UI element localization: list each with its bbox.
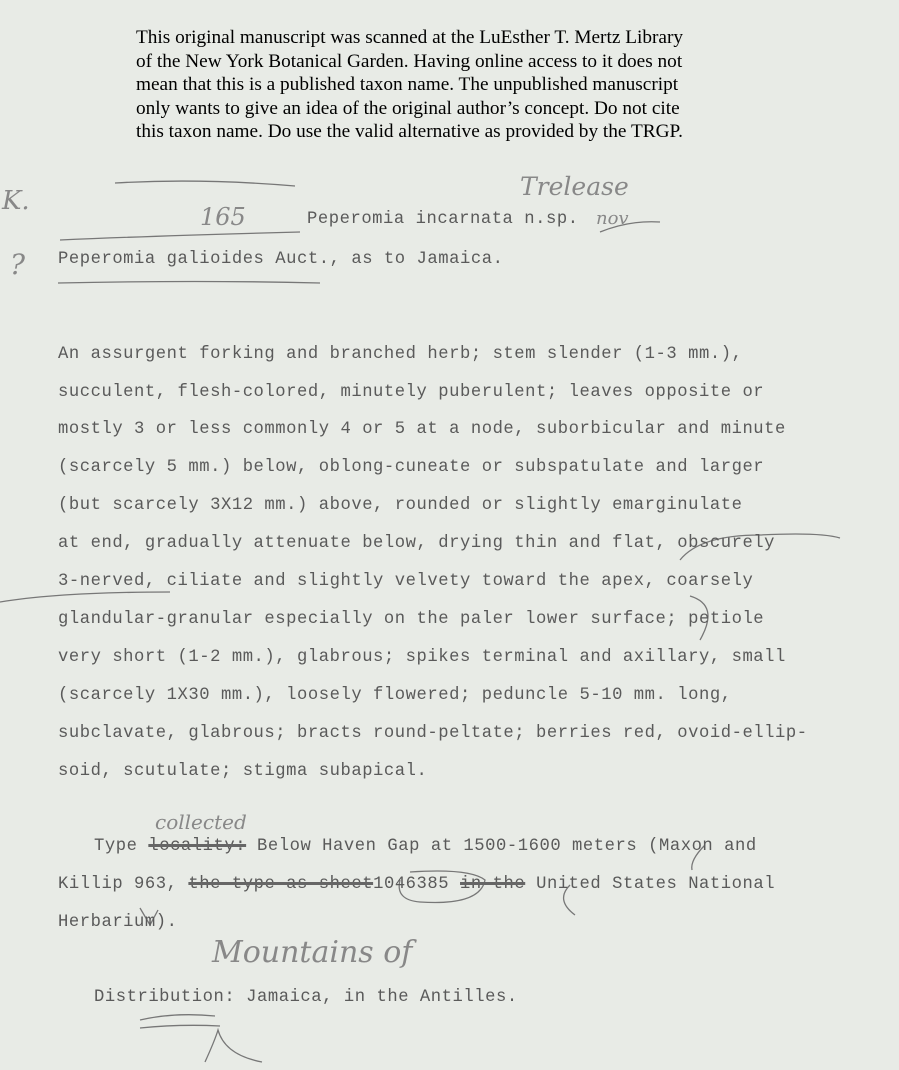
synonym-line: Peperomia galioides Auct., as to Jamaica. <box>58 250 504 269</box>
description-line: soid, scutulate; stigma subapical. <box>58 762 428 781</box>
handwritten-question: ? <box>10 248 26 281</box>
notice-line: only wants to give an idea of the original author’s concept. Do not cite <box>136 97 680 119</box>
type-line-3: Herbarium). <box>58 913 178 932</box>
type-label: Type <box>94 837 138 856</box>
description-line: (scarcely 1X30 mm.), loosely flowered; peduncle 5-10 mm. long, <box>58 686 732 705</box>
distribution-line <box>94 988 518 1007</box>
handwritten-k: K. <box>2 186 30 216</box>
struck-phrase: the type as sheet <box>188 875 374 894</box>
notice-line: mean that this is a published taxon name. The unpublished manuscript <box>136 74 679 95</box>
struck-word: locality: <box>148 837 247 856</box>
description-line: at end, gradually attenuate below, drying thin and flat, obscurely <box>58 534 776 553</box>
handwritten-nov: nov <box>596 208 629 229</box>
sheet-number: 1046385 <box>373 875 450 894</box>
description-line: glandular-granular especially on the paler lower surface; petiole <box>58 610 765 629</box>
collector-number: Killip 963, <box>58 875 178 894</box>
notice-line: this taxon name. Do use the valid alternative as provided by the TRGP. <box>136 121 683 142</box>
notice-line: This original manuscript was scanned at the LuEsther T. Mertz Library <box>136 27 684 48</box>
description-line: subclavate, glabrous; bracts round-peltate; berries red, ovoid-ellip- <box>58 724 808 743</box>
handwritten-number: 165 <box>200 203 246 231</box>
description-line: mostly 3 or less commonly 4 or 5 at a node, suborbicular and minute <box>58 420 786 439</box>
distribution-label: Distribution: <box>94 988 236 1007</box>
handwritten-author: Trelease <box>520 172 629 201</box>
type-text: Below Haven Gap at 1500-1600 meters (Maxon and <box>257 837 757 856</box>
description-line: very short (1-2 mm.), glabrous; spikes terminal and axillary, small <box>58 648 786 667</box>
handwritten-collected: collected <box>155 810 247 834</box>
handwritten-mountains: Mountains of <box>212 935 413 970</box>
type-line-1 <box>94 837 757 856</box>
distribution-text: Jamaica, in the Antilles. <box>246 988 518 1007</box>
notice-line: of the New York Botanical Garden. Having online access to it does not <box>136 50 683 72</box>
description-line: succulent, flesh-colored, minutely puberulent; leaves opposite or <box>58 383 765 402</box>
type-line-2 <box>58 875 775 894</box>
description-line: (but scarcely 3X12 mm.) above, rounded or slightly emarginulate <box>58 496 743 515</box>
description-line: 3-nerved, ciliate and slightly velvety toward the apex, coarsely <box>58 572 754 591</box>
struck-phrase-2: in the <box>460 875 526 894</box>
description-line: An assurgent forking and branched herb; stem slender (1-3 mm.), <box>58 345 743 364</box>
description-line: (scarcely 5 mm.) below, oblong-cuneate or subspatulate and larger <box>58 458 765 477</box>
herbarium-name: United States National <box>536 875 776 894</box>
species-title: Peperomia incarnata n.sp. <box>307 210 579 229</box>
